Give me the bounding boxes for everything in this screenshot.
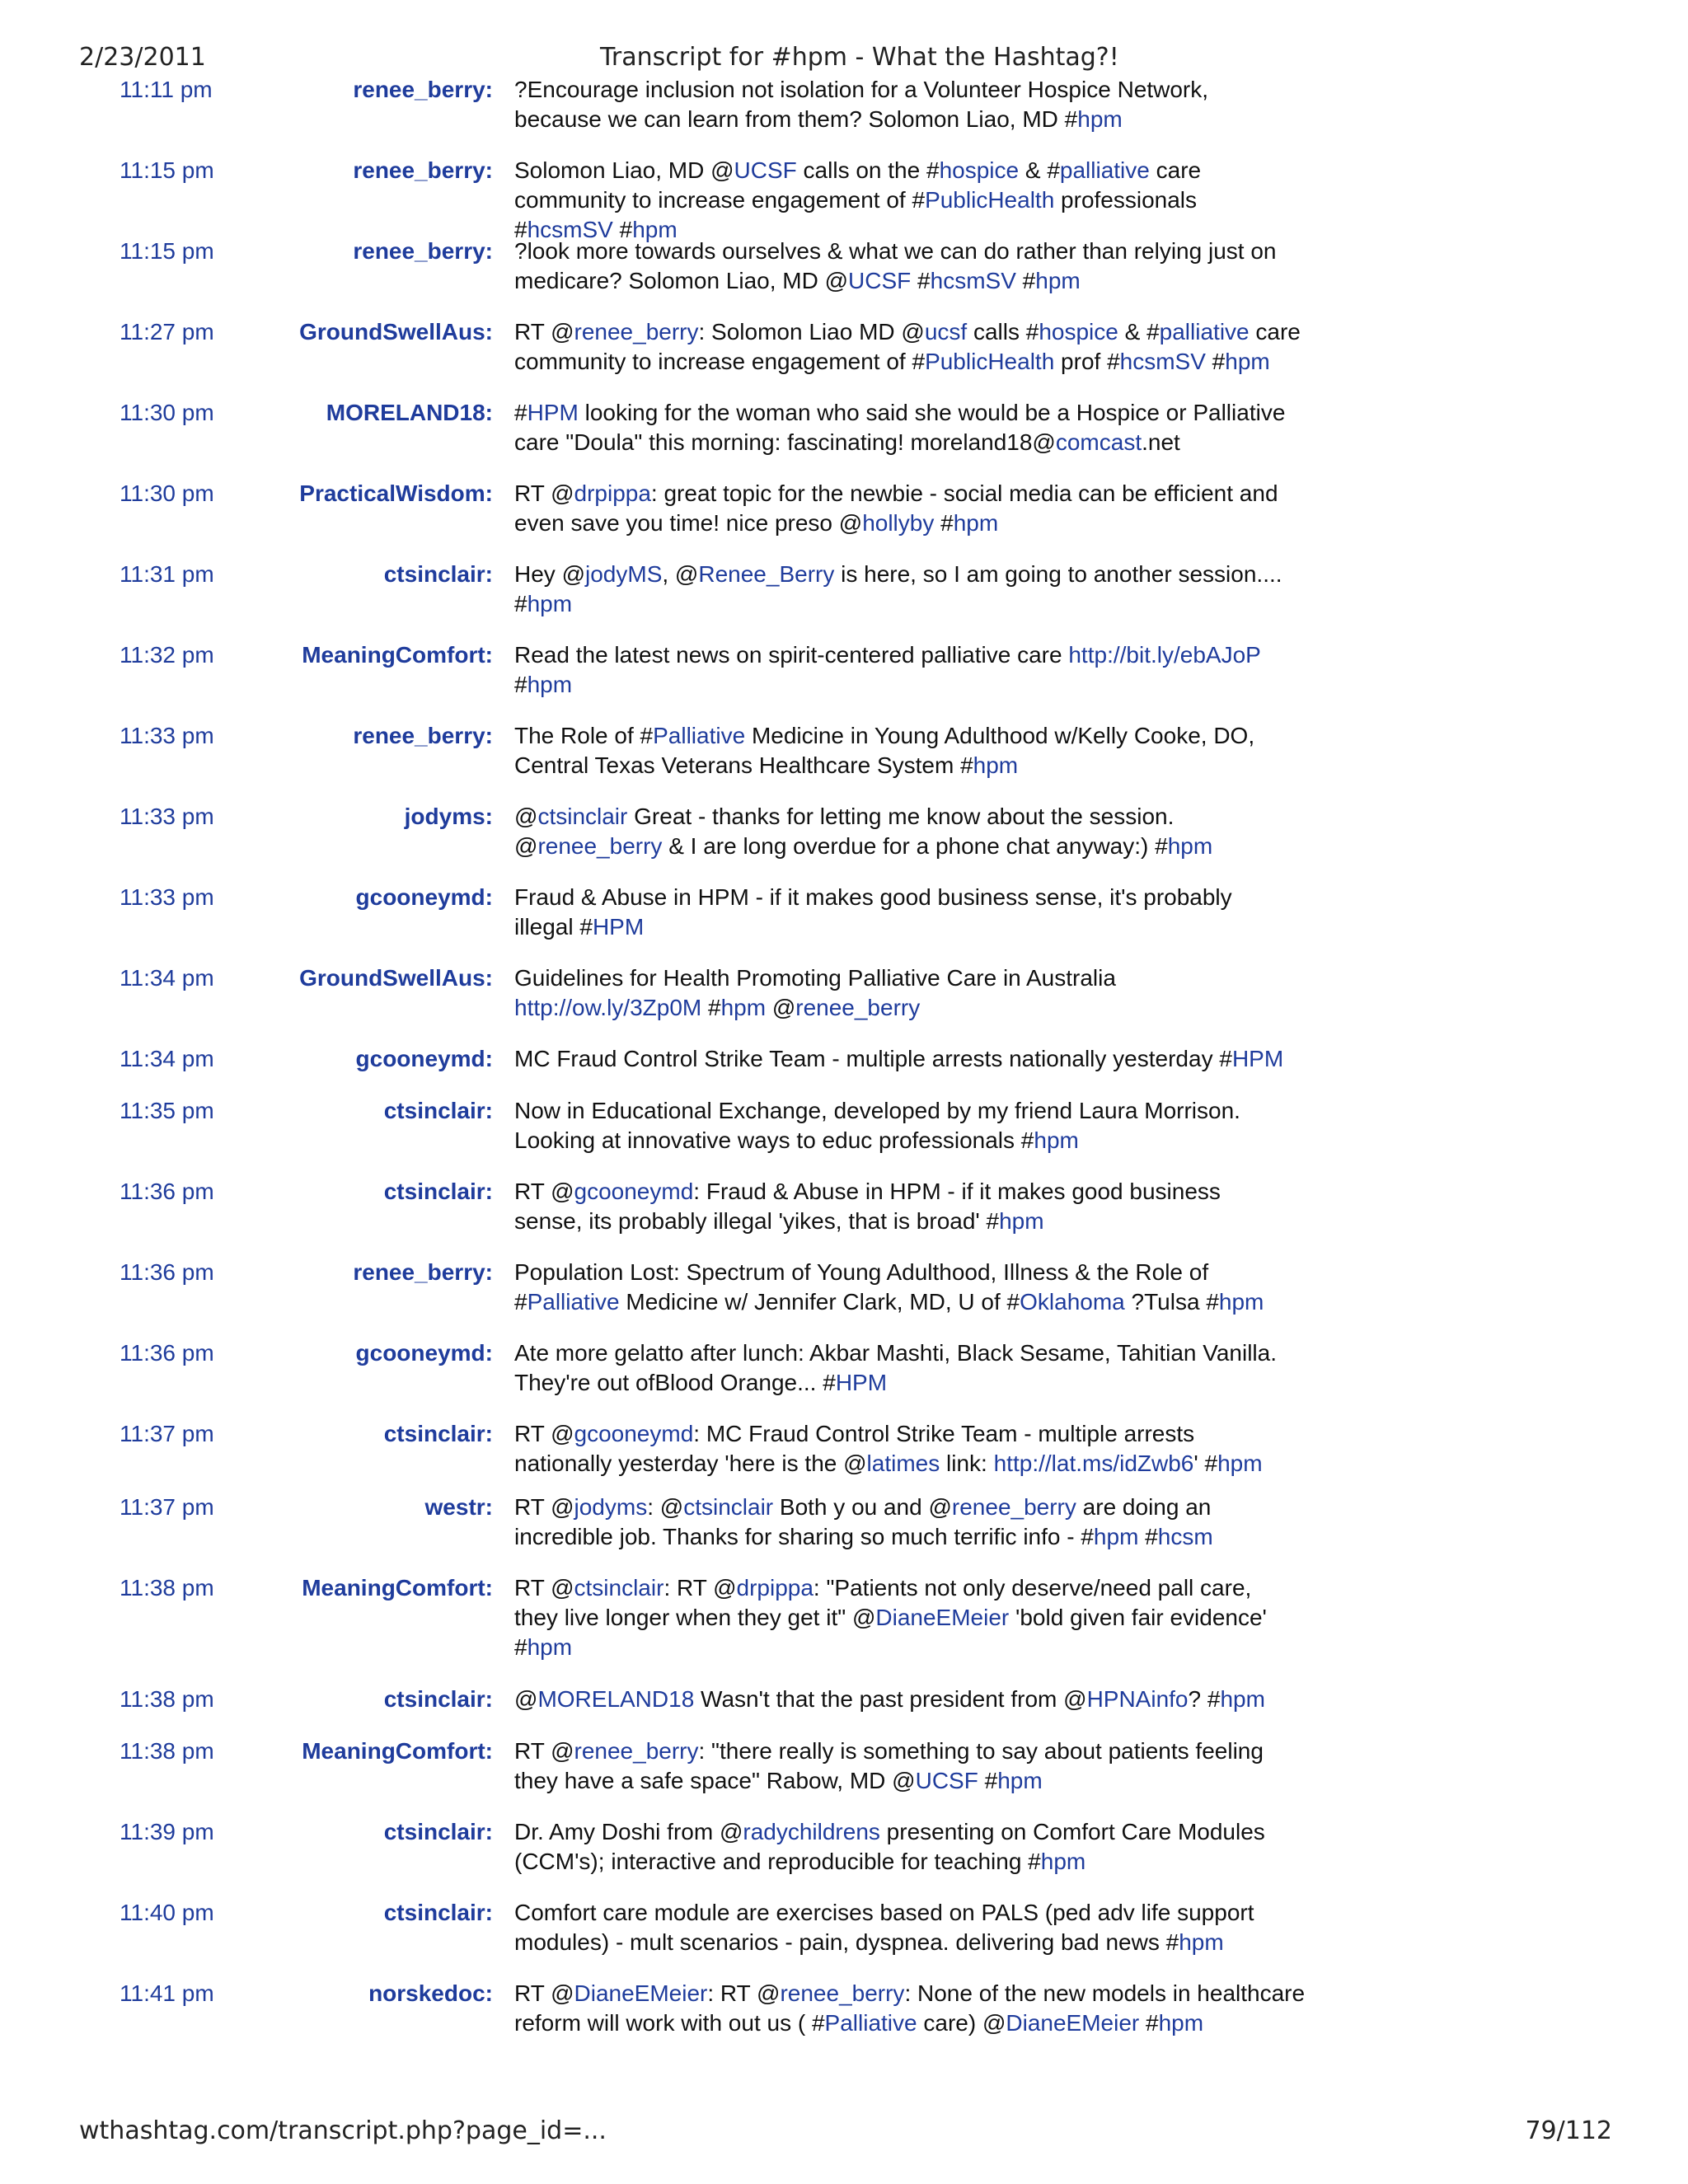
message-line	[514, 1847, 1363, 1877]
tweet-link[interactable]: hpm	[1220, 1686, 1265, 1712]
message-text: #	[1139, 2010, 1159, 2036]
message-line	[514, 1522, 1363, 1552]
tweet-time: 11:32 pm	[120, 642, 214, 668]
message-line	[514, 347, 1363, 377]
tweet-link[interactable]: renee_berry	[780, 1980, 905, 2006]
message-line	[514, 751, 1363, 780]
message-line	[514, 2008, 1363, 2038]
tweet-link[interactable]: Palliative	[527, 1289, 620, 1315]
tweet-username[interactable]: gcooneymd:	[355, 1046, 493, 1071]
message-line	[514, 1766, 1363, 1796]
message-text: Ate more gelatto after lunch: Akbar Mashti, Black Sesame, Tahitian Vanilla.	[514, 1340, 1277, 1366]
tweet-message	[514, 1979, 1363, 2038]
tweet-link[interactable]: latimes	[866, 1451, 940, 1476]
message-line	[514, 1928, 1363, 1957]
tweet-message	[514, 398, 1363, 457]
tweet-message	[514, 317, 1363, 377]
tweet-link[interactable]: jodyms	[574, 1494, 648, 1520]
tweet-message	[514, 1736, 1363, 1796]
tweet-link[interactable]: UCSF	[848, 268, 912, 293]
tweet-time: 11:36 pm	[120, 1259, 214, 1285]
message-text: RT @	[514, 1575, 574, 1601]
message-text: looking for the woman who said she would be a Hospice or Palliative	[578, 400, 1286, 425]
tweet-time: 11:36 pm	[120, 1340, 214, 1366]
message-line	[514, 1096, 1363, 1126]
tweet-link[interactable]: Oklahoma	[1020, 1289, 1125, 1315]
message-line	[514, 1685, 1363, 1714]
message-line	[514, 1736, 1363, 1766]
message-line	[514, 1044, 1363, 1074]
tweet-message	[514, 75, 1363, 134]
message-text: ?Encourage inclusion not isolation for a Volunteer Hospice Network,	[514, 77, 1209, 102]
message-text: #	[514, 400, 528, 425]
tweet-link[interactable]: hcsmSV	[527, 217, 613, 242]
message-line	[514, 1177, 1363, 1207]
tweet-username[interactable]: ctsinclair:	[383, 1098, 493, 1123]
message-line	[514, 721, 1363, 751]
message-text: Fraud & Abuse in HPM - if it makes good business sense, it's probably	[514, 884, 1232, 910]
tweet-link[interactable]: hpm	[1179, 1929, 1224, 1955]
message-text: they live longer when they get it" @	[514, 1605, 876, 1630]
message-text: prof #	[1054, 349, 1120, 374]
tweet-link[interactable]: MORELAND18	[537, 1686, 695, 1712]
message-text: : None of the new models in healthcare	[904, 1980, 1306, 2006]
tweet-message	[514, 1685, 1363, 1714]
message-text: Wasn't that the past president from @	[694, 1686, 1087, 1712]
message-text: : @	[647, 1494, 684, 1520]
message-text: Population Lost: Spectrum of Young Adulthood, Illness & the Role of	[514, 1259, 1209, 1285]
tweet-message	[514, 802, 1363, 861]
message-text: & I are long overdue for a phone chat anyway:) #	[662, 833, 1168, 859]
tweet-link[interactable]: hpm	[973, 752, 1019, 778]
message-text: RT @	[514, 480, 574, 506]
message-line	[514, 479, 1363, 509]
tweet-username[interactable]: MeaningComfort:	[302, 642, 493, 668]
tweet-link[interactable]: DianeEMeier	[574, 1980, 708, 2006]
tweet-time: 11:31 pm	[120, 561, 214, 587]
tweet-time: 11:38 pm	[120, 1575, 214, 1601]
message-text: #	[701, 995, 721, 1020]
tweet-username[interactable]: PracticalWisdom:	[299, 480, 493, 506]
transcript-row	[0, 1979, 1688, 2086]
footer-url: wthashtag.com/transcript.php?page_id=...	[79, 2116, 607, 2145]
message-text: , @	[662, 561, 699, 587]
message-text: Medicine w/ Jennifer Clark, MD, U of #	[619, 1289, 1020, 1315]
tweet-link[interactable]: hpm	[1034, 1127, 1079, 1153]
message-text: modules) - mult scenarios - pain, dyspnea. delivering bad news #	[514, 1929, 1179, 1955]
message-line	[514, 1603, 1363, 1633]
tweet-username[interactable]: gcooneymd:	[355, 884, 493, 910]
tweet-username[interactable]: MeaningComfort:	[302, 1738, 493, 1764]
message-line	[514, 156, 1363, 185]
tweet-message	[514, 640, 1363, 700]
message-line	[514, 912, 1363, 942]
message-line	[514, 802, 1363, 832]
tweet-time: 11:33 pm	[120, 723, 214, 748]
tweet-link[interactable]: Palliative	[653, 723, 746, 748]
message-text: RT @	[514, 1738, 574, 1764]
tweet-username[interactable]: jodyms:	[404, 804, 493, 829]
tweet-message	[514, 1177, 1363, 1236]
page-number: 79/112	[1525, 2116, 1612, 2145]
message-text: presenting on Comfort Care Modules	[879, 1819, 1265, 1844]
tweet-username[interactable]: renee_berry:	[353, 238, 493, 264]
message-text: #	[1015, 268, 1036, 293]
header-date: 2/23/2011	[79, 43, 206, 72]
tweet-link[interactable]: gcooneymd	[574, 1179, 694, 1204]
message-text: they have a safe space" Rabow, MD @	[514, 1768, 916, 1793]
tweet-username[interactable]: ctsinclair:	[383, 1819, 493, 1844]
message-line	[514, 75, 1363, 105]
tweet-username[interactable]: ctsinclair:	[383, 1686, 493, 1712]
tweet-time: 11:36 pm	[120, 1179, 214, 1204]
message-text: link:	[940, 1451, 994, 1476]
tweet-link[interactable]: HPM	[527, 400, 579, 425]
message-line	[514, 1338, 1363, 1368]
message-text: medicare? Solomon Liao, MD @	[514, 268, 849, 293]
message-line	[514, 560, 1363, 589]
tweet-message	[514, 1573, 1363, 1662]
tweet-link[interactable]: hcsm	[1157, 1524, 1213, 1549]
message-line	[514, 317, 1363, 347]
message-line	[514, 1493, 1363, 1522]
tweet-username[interactable]: ctsinclair:	[383, 561, 493, 587]
tweet-link[interactable]: hpm	[1040, 1849, 1086, 1874]
tweet-username[interactable]: renee_berry:	[353, 157, 493, 183]
tweet-link[interactable]: hpm	[953, 510, 999, 536]
tweet-time: 11:27 pm	[120, 319, 214, 344]
message-line	[514, 589, 1363, 619]
transcript-row	[0, 1573, 1688, 1680]
message-text: Both y ou and @	[773, 1494, 952, 1520]
tweet-link[interactable]: UCSF	[734, 157, 797, 183]
message-text: RT @	[514, 319, 574, 344]
message-text: #	[514, 1289, 528, 1315]
tweet-link[interactable]: HPNAinfo	[1086, 1686, 1189, 1712]
tweet-message	[514, 963, 1363, 1023]
message-text: Dr. Amy Doshi from @	[514, 1819, 743, 1844]
tweet-time: 11:11 pm	[120, 77, 213, 102]
tweet-link[interactable]: hpm	[1093, 1524, 1139, 1549]
message-text: @	[514, 804, 538, 829]
message-text: : "there really is something to say about patients feeling	[698, 1738, 1264, 1764]
message-text: Central Texas Veterans Healthcare System #	[514, 752, 973, 778]
message-text: Guidelines for Health Promoting Palliative Care in Australia	[514, 965, 1116, 991]
message-text: : Fraud & Abuse in HPM - if it makes good business	[693, 1179, 1221, 1204]
tweet-username[interactable]: ctsinclair:	[383, 1179, 493, 1204]
message-text: Solomon Liao, MD @	[514, 157, 734, 183]
message-text: #	[514, 591, 528, 616]
tweet-link[interactable]: hpm	[1218, 1289, 1264, 1315]
message-text: incredible job. Thanks for sharing so much terrific info - #	[514, 1524, 1094, 1549]
message-line	[514, 670, 1363, 700]
tweet-username[interactable]: MeaningComfort:	[302, 1575, 493, 1601]
message-text: MC Fraud Control Strike Team - multiple arrests nationally yesterday #	[514, 1046, 1232, 1071]
message-text: RT @	[514, 1980, 574, 2006]
message-line	[514, 1979, 1363, 2008]
tweet-username[interactable]: gcooneymd:	[355, 1340, 493, 1366]
message-text: is here, so I am going to another session....	[834, 561, 1282, 587]
tweet-link[interactable]: renee_berry	[574, 1738, 699, 1764]
message-line	[514, 1573, 1363, 1603]
message-text: ?look more towards ourselves & what we can do rather than relying just on	[514, 238, 1277, 264]
tweet-username[interactable]: GroundSwellAus:	[299, 319, 493, 344]
message-line	[514, 1126, 1363, 1155]
message-text: : MC Fraud Control Strike Team - multiple arrests	[693, 1421, 1195, 1446]
tweet-message	[514, 883, 1363, 942]
tweet-link[interactable]: hpm	[1225, 349, 1270, 374]
message-line	[514, 428, 1363, 457]
tweet-message	[514, 1493, 1363, 1552]
message-line	[514, 832, 1363, 861]
tweet-link[interactable]: http://ow.ly/3Zp0M	[514, 995, 702, 1020]
message-line	[514, 237, 1363, 266]
message-text: & #	[1019, 157, 1060, 183]
tweet-username[interactable]: ctsinclair:	[383, 1900, 493, 1925]
message-line	[514, 1258, 1363, 1287]
message-line	[514, 1287, 1363, 1317]
tweet-link[interactable]: hpm	[527, 591, 573, 616]
tweet-link[interactable]: hollyby	[862, 510, 935, 536]
tweet-link[interactable]: ctsinclair	[683, 1494, 774, 1520]
tweet-link[interactable]: hpm	[1158, 2010, 1204, 2036]
message-text: Read the latest news on spirit-centered palliative care	[514, 642, 1069, 668]
tweet-link[interactable]: PublicHealth	[925, 187, 1055, 213]
tweet-message	[514, 721, 1363, 780]
message-text: @	[514, 1686, 538, 1712]
tweet-link[interactable]: ucsf	[924, 319, 968, 344]
tweet-time: 11:38 pm	[120, 1686, 214, 1712]
message-text: ' #	[1193, 1451, 1218, 1476]
message-text: (CCM's); interactive and reproducible for teaching #	[514, 1849, 1041, 1874]
tweet-username[interactable]: ctsinclair:	[383, 1421, 493, 1446]
tweet-link[interactable]: HPM	[835, 1370, 888, 1395]
message-text: calls on the #	[796, 157, 940, 183]
message-text: : RT @	[663, 1575, 737, 1601]
tweet-time: 11:37 pm	[120, 1421, 214, 1446]
tweet-message	[514, 1898, 1363, 1957]
tweet-link[interactable]: hospice	[1039, 319, 1118, 344]
tweet-link[interactable]: Renee_Berry	[698, 561, 835, 587]
tweet-link[interactable]: renee_berry	[951, 1494, 1076, 1520]
message-text: They're out ofBlood Orange... #	[514, 1370, 836, 1395]
tweet-link[interactable]: drpippa	[736, 1575, 814, 1601]
tweet-link[interactable]: palliative	[1059, 157, 1150, 183]
message-text: illegal #	[514, 914, 593, 940]
message-line	[514, 1898, 1363, 1928]
tweet-username[interactable]: GroundSwellAus:	[299, 965, 493, 991]
tweet-time: 11:15 pm	[120, 157, 214, 183]
message-line	[514, 1449, 1363, 1479]
tweet-time: 11:33 pm	[120, 884, 214, 910]
tweet-message	[514, 1258, 1363, 1317]
message-line	[514, 963, 1363, 993]
tweet-link[interactable]: hcsmSV	[930, 268, 1016, 293]
tweet-link[interactable]: renee_berry	[795, 995, 921, 1020]
message-text: community to increase engagement of #	[514, 349, 926, 374]
message-text: RT @	[514, 1494, 574, 1520]
tweet-username[interactable]: renee_berry:	[353, 1259, 493, 1285]
message-text: : "Patients not only deserve/need pall care,	[813, 1575, 1252, 1601]
message-text: ? #	[1188, 1686, 1221, 1712]
tweet-message	[514, 1817, 1363, 1877]
tweet-link[interactable]: Palliative	[824, 2010, 917, 2036]
tweet-time: 11:41 pm	[120, 1980, 214, 2006]
message-text: calls #	[967, 319, 1039, 344]
tweet-link[interactable]: hpm	[1077, 106, 1123, 132]
message-text: RT @	[514, 1421, 574, 1446]
message-line	[514, 640, 1363, 670]
message-text: #	[514, 672, 528, 697]
tweet-message	[514, 1096, 1363, 1155]
message-text: #	[612, 217, 633, 242]
tweet-username[interactable]: westr:	[424, 1494, 493, 1520]
tweet-link[interactable]: http://bit.ly/ebAJoP	[1068, 642, 1261, 668]
message-text: Medicine in Young Adulthood w/Kelly Cooke, DO,	[745, 723, 1255, 748]
message-text: Great - thanks for letting me know about the session.	[627, 804, 1175, 829]
message-line	[514, 1207, 1363, 1236]
tweet-message	[514, 237, 1363, 296]
tweet-link[interactable]: hpm	[1217, 1451, 1263, 1476]
message-line	[514, 398, 1363, 428]
message-text: @	[766, 995, 796, 1020]
tweet-link[interactable]: hpm	[527, 1634, 573, 1660]
message-text: because we can learn from them? Solomon Liao, MD #	[514, 106, 1078, 132]
tweet-link[interactable]: radychildrens	[743, 1819, 880, 1844]
message-line	[514, 1368, 1363, 1398]
tweet-link[interactable]: PublicHealth	[925, 349, 1055, 374]
message-text: ?Tulsa #	[1124, 1289, 1219, 1315]
tweet-link[interactable]: HPM	[592, 914, 645, 940]
tweet-link[interactable]: HPM	[1231, 1046, 1284, 1071]
tweet-link[interactable]: comcast	[1055, 429, 1142, 455]
tweet-link[interactable]: hpm	[999, 1208, 1044, 1234]
message-text: #	[934, 510, 954, 536]
message-text: RT @	[514, 1179, 574, 1204]
tweet-link[interactable]: hcsmSV	[1119, 349, 1206, 374]
message-text: : great topic for the newbie - social media can be efficient and	[650, 480, 1278, 506]
message-text: even save you time! nice preso @	[514, 510, 863, 536]
message-text: : RT @	[707, 1980, 781, 2006]
tweet-time: 11:35 pm	[120, 1098, 214, 1123]
tweet-time: 11:37 pm	[120, 1494, 214, 1520]
message-line	[514, 1817, 1363, 1847]
message-text: care) @	[917, 2010, 1006, 2036]
message-text: 'bold given fair evidence'	[1009, 1605, 1267, 1630]
message-line	[514, 1419, 1363, 1449]
tweet-time: 11:38 pm	[120, 1738, 214, 1764]
message-text: @	[514, 833, 538, 859]
tweet-link[interactable]: DianeEMeier	[1006, 2010, 1140, 2036]
message-text: community to increase engagement of #	[514, 187, 926, 213]
message-text: Looking at innovative ways to educ professionals #	[514, 1127, 1034, 1153]
tweet-message	[514, 156, 1363, 245]
tweet-link[interactable]: ctsinclair	[574, 1575, 664, 1601]
tweet-message	[514, 1419, 1363, 1479]
tweet-link[interactable]: jodyMS	[585, 561, 663, 587]
message-text: The Role of #	[514, 723, 654, 748]
message-text: & #	[1118, 319, 1160, 344]
message-text: Now in Educational Exchange, developed by my friend Laura Morrison.	[514, 1098, 1240, 1123]
tweet-time: 11:30 pm	[120, 400, 214, 425]
message-text: care "Doula" this morning: fascinating! moreland18@	[514, 429, 1056, 455]
message-text: #	[911, 268, 931, 293]
tweet-message	[514, 1044, 1363, 1074]
tweet-message	[514, 479, 1363, 538]
message-line	[514, 993, 1363, 1023]
tweet-link[interactable]: gcooneymd	[574, 1421, 694, 1446]
page-title: Transcript for #hpm - What the Hashtag?!	[600, 43, 1119, 72]
tweet-link[interactable]: hpm	[527, 672, 573, 697]
message-text: are doing an	[1076, 1494, 1212, 1520]
message-text: #	[514, 1634, 528, 1660]
tweet-time: 11:30 pm	[120, 480, 214, 506]
tweet-link[interactable]: renee_berry	[537, 833, 663, 859]
message-text: : Solomon Liao MD @	[698, 319, 925, 344]
tweet-link[interactable]: ctsinclair	[537, 804, 628, 829]
message-line	[514, 185, 1363, 215]
tweet-username[interactable]: renee_berry:	[353, 723, 493, 748]
message-text: nationally yesterday 'here is the @	[514, 1451, 867, 1476]
tweet-link[interactable]: hpm	[1035, 268, 1081, 293]
message-line	[514, 1633, 1363, 1662]
message-text: .net	[1142, 429, 1180, 455]
message-text: Comfort care module are exercises based on PALS (ped adv life support	[514, 1900, 1254, 1925]
tweet-link[interactable]: hospice	[939, 157, 1020, 183]
tweet-username[interactable]: renee_berry:	[353, 77, 493, 102]
message-text: care	[1149, 157, 1202, 183]
tweet-time: 11:40 pm	[120, 1900, 214, 1925]
message-text: #	[978, 1768, 998, 1793]
tweet-link[interactable]: hpm	[632, 217, 678, 242]
tweet-link[interactable]: drpippa	[574, 480, 651, 506]
tweet-link[interactable]: UCSF	[915, 1768, 978, 1793]
tweet-username[interactable]: MORELAND18:	[326, 400, 493, 425]
message-text: professionals	[1054, 187, 1198, 213]
tweet-link[interactable]: hpm	[997, 1768, 1043, 1793]
message-text: reform will work with out us ( #	[514, 2010, 825, 2036]
message-line	[514, 509, 1363, 538]
message-text: sense, its probably illegal 'yikes, that is broad' #	[514, 1208, 1000, 1234]
message-line	[514, 105, 1363, 134]
message-line	[514, 883, 1363, 912]
tweet-link[interactable]: palliative	[1159, 319, 1250, 344]
message-line	[514, 266, 1363, 296]
tweet-message	[514, 560, 1363, 619]
tweet-username[interactable]: norskedoc:	[368, 1980, 493, 2006]
tweet-link[interactable]: hpm	[720, 995, 767, 1020]
tweet-time: 11:34 pm	[120, 1046, 214, 1071]
tweet-time: 11:33 pm	[120, 804, 214, 829]
tweet-link[interactable]: DianeEMeier	[875, 1605, 1010, 1630]
message-text: #	[1138, 1524, 1158, 1549]
tweet-message	[514, 1338, 1363, 1398]
tweet-time: 11:34 pm	[120, 965, 214, 991]
message-text: #	[514, 217, 528, 242]
tweet-link[interactable]: renee_berry	[574, 319, 699, 344]
message-text: #	[1205, 349, 1226, 374]
tweet-link[interactable]: hpm	[1167, 833, 1213, 859]
message-text: care	[1249, 319, 1301, 344]
message-text: Hey @	[514, 561, 585, 587]
tweet-link[interactable]: http://lat.ms/idZwb6	[993, 1451, 1194, 1476]
tweet-time: 11:39 pm	[120, 1819, 214, 1844]
tweet-time: 11:15 pm	[120, 238, 214, 264]
